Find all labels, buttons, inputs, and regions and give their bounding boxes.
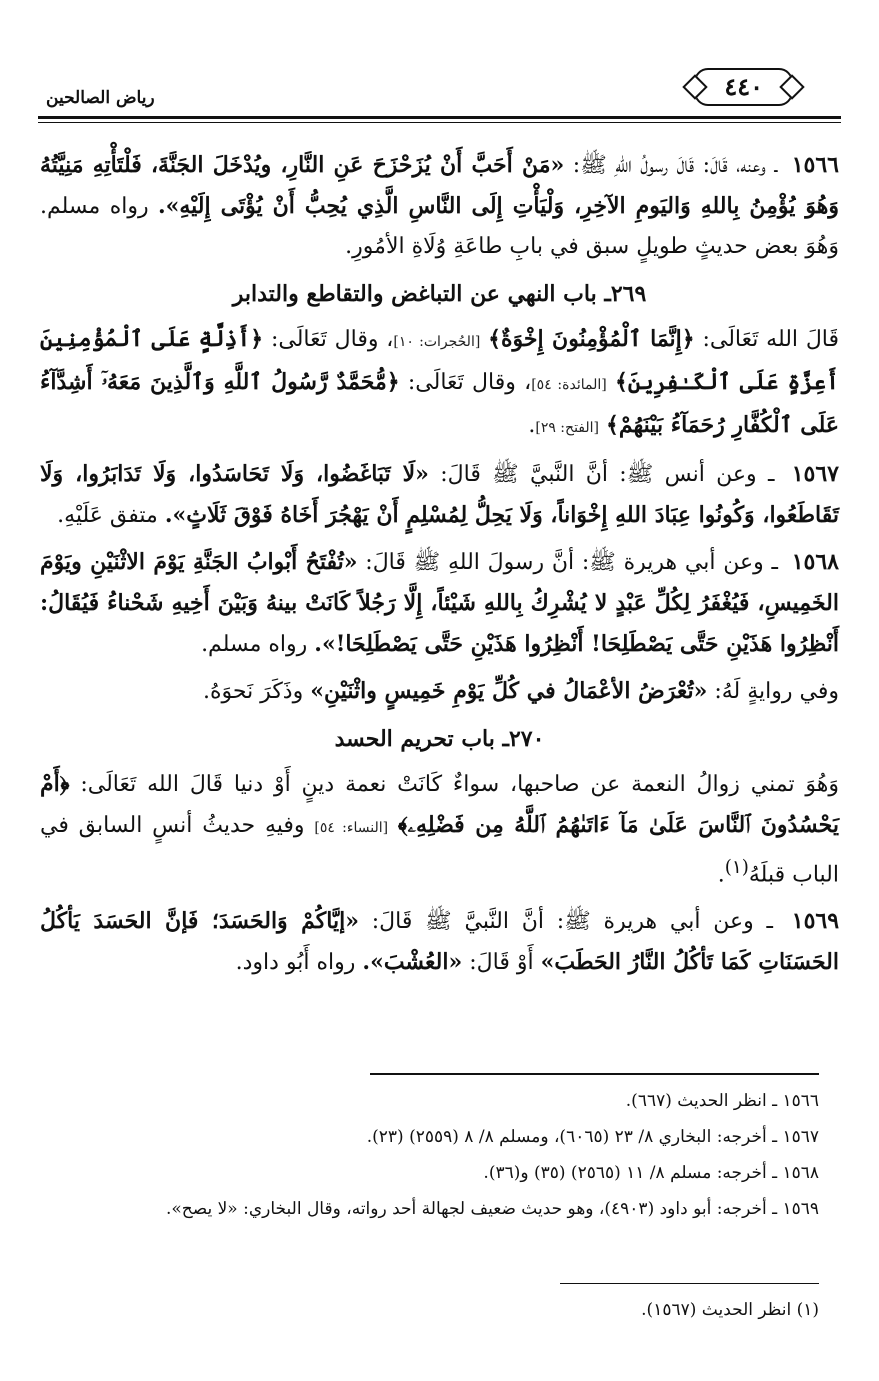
- hadith-text: «إيَّاكُمْ وَالحَسَدَ؛ فَإنَّ الحَسَدَ يَأكُلُ الحَسَنَاتِ كَمَا تَأكُلُ النَّارُ الحَطَبَ»: [40, 908, 839, 976]
- hadith-text: «تُفْتَحُ أَبْوابُ الجَنَّةِ يَوْمَ الاثْنَيْنِ ويَوْمَ الخَمِيسِ، فَيُغْفَرُ لِكُلِّ عَبْدٍ لا يُشْرِكُ بِاللهِ شَيْئاً، إِلَّا رَجُلاً كَانَتْ بينهُ وَبَيْنَ أَخِيهِ شَحْناءُ فَيُقَالُ: أَنْظِرُوا هَذَيْنِ حَتَّى يَصْطَلِحَا! أَنْظِرُوا هَذَيْنِ حَتَّى يَصْطَلِحَا!».: [40, 549, 839, 657]
- hadith-intro: ـ وعن أبي هريرة ﷺ: أنَّ النَّبيَّ ﷺ قَالَ:: [371, 909, 773, 935]
- footnote-rule: [370, 1073, 819, 1075]
- chapter-verses: [40, 319, 839, 448]
- variant-intro: وفي روايةٍ لَهُ:: [714, 679, 839, 704]
- sentence-end: .: [528, 413, 536, 438]
- hadith-intro: ـ وعن أنس ﷺ: أنَّ النَّبيَّ ﷺ قَالَ:: [440, 462, 775, 487]
- verse-reference: [الحُجرات: ١٠]: [393, 334, 481, 350]
- footnote-1567: ١٥٦٧ ـ أخرجه: البخاري ٨/ ٢٣ (٦٠٦٥)، ومسلم ٨/ ٨ (٢٥٥٩) (٢٣).: [366, 1127, 819, 1147]
- page-note-rule: [560, 1283, 819, 1284]
- verse-text: ﴿أَذِلَّةٍ عَلَى ٱلْمُؤْمِنِينَ أَعِزَّةٍ عَلَى ٱلْكَـٰفِرِينَ﴾: [40, 326, 840, 395]
- verse-intro: ، وقال تَعَالَى:: [407, 370, 532, 395]
- verse-reference: [المائدة: ٥٤]: [531, 377, 607, 393]
- footnote-1568: ١٥٦٨ ـ أخرجه: مسلم ٨/ ١١ (٢٥٦٥) (٣٥) و(٣٦).: [483, 1163, 819, 1183]
- verse-text: ﴿مُّحَمَّدٌ رَّسُولُ ٱللَّهِ وَٱلَّذِينَ مَعَهُۥٓ أَشِدَّآءُ عَلَى ٱلْكُفَّارِ رُحَمَآءُ بَيْنَهُمْ﴾: [40, 369, 839, 438]
- footnote-1566: ١٥٦٦ ـ انظر الحديث (٦٦٧).: [625, 1091, 819, 1111]
- verse-intro: ، وقال تَعَالَى:: [270, 327, 394, 352]
- verse-intro: قَالَ الله تَعَالَى:: [702, 327, 840, 352]
- sentence-end: .: [717, 862, 725, 888]
- main-text: [40, 145, 839, 989]
- verse-reference: [الفتح: ٢٩]: [535, 420, 599, 436]
- page-footnote: (١) انظر الحديث (١٥٦٧).: [641, 1300, 819, 1320]
- chapter-heading-270: ٢٧٠ـ باب تحريم الحسد: [334, 726, 545, 752]
- page-number: ٤٤٠: [694, 68, 793, 106]
- footnotes: [40, 1085, 819, 1229]
- header-rule-thin: [38, 122, 841, 123]
- hadith-text: «العُشْبَ».: [362, 949, 463, 976]
- hadith-number: ١٥٦٧: [791, 461, 839, 487]
- book-title: رياض الصالحين: [46, 88, 155, 108]
- hadith-intro: أَوْ قَالَ:: [469, 950, 534, 976]
- variant-tail: وذَكَرَ نَحوَهُ.: [202, 679, 304, 704]
- definition-text: وَهُوَ تمني زوالُ النعمة عن صاحبها، سواءٌ كَانَتْ نعمة دينٍ أَوْ دنيا قَالَ الله تَعَالَى:: [80, 772, 839, 797]
- hadith-number: ١٥٦٦: [791, 152, 839, 178]
- hadith-source: متفق عَلَيْهِ.: [57, 503, 158, 528]
- hadith-intro: ـ وعن أبي هريرة ﷺ: أنَّ رسولَ اللهِ ﷺ قَالَ:: [365, 550, 778, 575]
- hadith-number: ١٥٦٨: [791, 549, 839, 575]
- hadith-text: «مَنْ أَحَبَّ أَنْ يُزَحْزَحَ عَنِ النَّارِ، ويُدْخَلَ الجَنَّةَ، فَلْتَأْتِهِ مَنِيَّتُهُ وَهُوَ يُؤْمِنُ بِاللهِ وَاليَومِ الآخِرِ، وَلْيَأْتِ إِلَى النَّاسِ الَّذِي يُحِبُّ أَنْ يُؤْتَى إِلَيْهِ».: [40, 152, 839, 219]
- hadith-1567: [40, 454, 839, 536]
- page-header: [38, 62, 841, 122]
- hadith-source: رواه مسلم. وَهُوَ بعض حديثٍ طويلٍ سبق في بابِ طاعَةِ وُلَاةِ الأمُورِ.: [40, 194, 839, 259]
- header-rule: [38, 116, 841, 119]
- verse-text: ﴿إِنَّمَا ٱلْمُؤْمِنُونَ إِخْوَةٌ﴾: [488, 326, 695, 352]
- hadith-intro: ـ وعنه، قَالَ: قَالَ رسولُ اللهِ ﷺ:: [572, 153, 778, 178]
- hadith-source: رواه مسلم.: [201, 632, 308, 657]
- hadith-1568: [40, 542, 839, 665]
- hadith-1569: [40, 901, 839, 983]
- hadith-source: رواه أَبُو داود.: [235, 950, 356, 976]
- hadith-1566: [40, 145, 839, 267]
- hadith-text: «لَا تَبَاغَضُوا، وَلَا تَحَاسَدُوا، وَلَا تَدَابَرُوا، وَلَا تَقَاطَعُوا، وَكُونُوا عِبَادَ اللهِ إِخْوَاناً، وَلَا يَحِلُّ لِمُسْلِمٍ أَنْ يَهْجُرَ أَخَاهُ فَوْقَ ثَلَاثٍ».: [40, 461, 839, 528]
- definition-text: وفيهِ حديثُ أنسٍ السابق في الباب قبلَهُ: [40, 813, 839, 888]
- variant-text: «تُعْرَضُ الأعْمَالُ في كُلِّ يَوْمِ خَمِيسٍ واثْنَيْنِ»: [310, 678, 708, 704]
- chapter-heading-269: ٢٦٩ـ باب النهي عن التباغض والتقاطع والتدابر: [232, 281, 647, 307]
- verse-text: ﴿أَمْ يَحْسُدُونَ ٱلنَّاسَ عَلَىٰ مَآ ءَاتَىٰهُمُ ٱللَّهُ مِن فَضْلِهِۦ﴾: [40, 771, 839, 838]
- hasad-definition: [40, 764, 839, 895]
- hadith-number: ١٥٦٩: [791, 908, 840, 935]
- verse-reference: [النساء: ٥٤]: [314, 820, 389, 836]
- footnote-1569: ١٥٦٩ ـ أخرجه: أبو داود (٤٩٠٣)، وهو حديث ضعيف لجهالة أحد رواته، وقال البخاري: «لا يصح».: [165, 1199, 819, 1219]
- hadith-1568-variant: [40, 671, 839, 712]
- footnote-marker[interactable]: (١): [724, 857, 749, 878]
